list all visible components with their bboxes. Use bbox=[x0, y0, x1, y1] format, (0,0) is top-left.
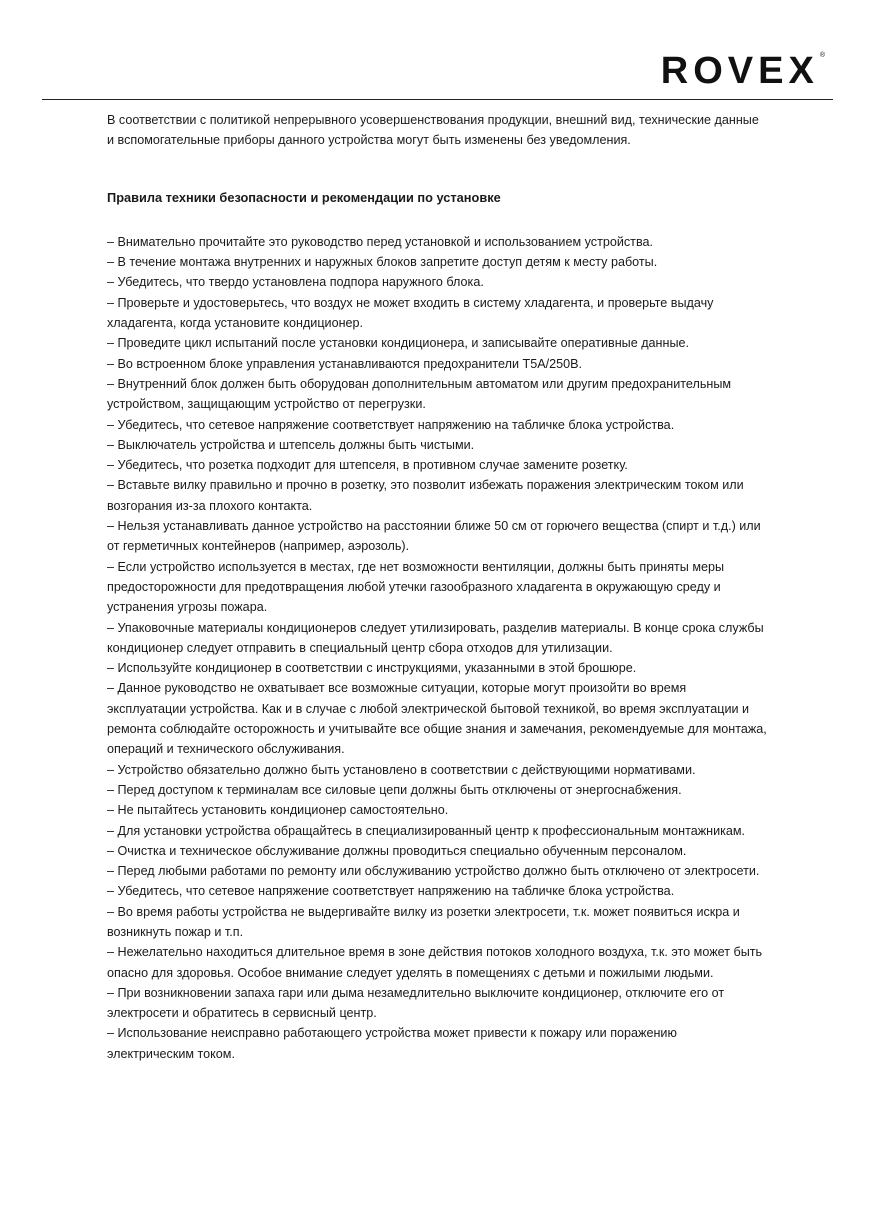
rule-item: – Данное руководство не охватывает все возможные ситуации, которые могут произойти во время эксплуатации устройства. Как и в случае с любой электрической бытовой техникой, во время эксплуатации и ремонта соблюдайте осторожность и учитывайте все общие знания и замечания, рекомендуемые для монтажа, операций и технического обслуживания. bbox=[107, 681, 767, 757]
rule-item: – Во время работы устройства не выдергивайте вилку из розетки электросети, т.к. может появиться искра и возникнуть пожар и т.п. bbox=[107, 904, 740, 939]
rule-item: – Выключатель устройства и штепсель должны быть чистыми. bbox=[107, 437, 475, 452]
rule-item: – Проведите цикл испытаний после установки кондиционера, и записывайте оперативные данные. bbox=[107, 336, 690, 351]
rule-item: – Убедитесь, что сетевое напряжение соответствует напряжению на табличке блока устройства. bbox=[107, 884, 675, 899]
registered-mark: ® bbox=[819, 52, 825, 59]
rule-item: – Вставьте вилку правильно и прочно в розетку, это позволит избежать поражения электрическим током или возгорания из-за плохого контакта. bbox=[107, 478, 744, 513]
section-title: Правила техники безопасности и рекомендации по установке bbox=[107, 189, 501, 205]
rule-item: – Перед доступом к терминалам все силовые цепи должны быть отключены от энергоснабжения. bbox=[107, 782, 682, 797]
rule-item: – Используйте кондиционер в соответствии с инструкциями, указанными в этой брошюре. bbox=[107, 661, 637, 676]
brand-name: ROVEX bbox=[660, 50, 819, 92]
rule-item: – Устройство обязательно должно быть установлено в соответствии с действующими нормативами. bbox=[107, 762, 696, 777]
rule-item: – Нельзя устанавливать данное устройство на расстоянии ближе 50 см от горючего вещества (спирт и т.д.) или от герметичных контейнеров (например, аэрозоль). bbox=[107, 519, 761, 554]
rule-item: – Нежелательно находиться длительное время в зоне действия потоков холодного воздуха, т.к. это может быть опасно для здоровья. Особое внимание следует уделять в помещениях с детьми и пожилыми людьми. bbox=[107, 945, 763, 980]
rule-item: – Внимательно прочитайте это руководство перед установкой и использованием устройства. bbox=[107, 234, 653, 249]
brand-logo bbox=[661, 52, 825, 90]
rule-item: – Убедитесь, что сетевое напряжение соответствует напряжению на табличке блока устройства. bbox=[107, 417, 675, 432]
rule-item: – При возникновении запаха гари или дыма незамедлительно выключите кондиционер, отключите его от электросети и обратитесь в сервисный центр. bbox=[107, 985, 725, 1021]
header-divider bbox=[42, 99, 833, 100]
rule-item: – В течение монтажа внутренних и наружных блоков запретите доступ детям к месту работы. bbox=[107, 255, 658, 270]
intro-paragraph: В соответствии с политикой непрерывного усовершенствования продукции, внешний вид, технические данные и вспомогательные приборы данного устройства могут быть изменены без уведомления. bbox=[107, 113, 759, 148]
rule-item: – Проверьте и удостоверьтесь, что воздух не может входить в систему хладагента, и проверьте выдачу хладагента, когда установите кондиционер. bbox=[107, 295, 714, 331]
rule-item: – Внутренний блок должен быть оборудован дополнительным автоматом или другим предохранительным устройством, защищающим устройство от перегрузки. bbox=[107, 376, 732, 412]
rule-item: – Очистка и техническое обслуживание должны проводиться специально обученным персоналом. bbox=[107, 843, 687, 858]
rule-item: – Убедитесь, что твердо установлена подпора наружного блока. bbox=[107, 275, 484, 290]
rule-item: – Для установки устройства обращайтесь в специализированный центр к профессиональным монтажникам. bbox=[107, 823, 746, 838]
rule-item: – Не пытайтесь установить кондиционер самостоятельно. bbox=[107, 803, 449, 818]
rule-item: – Во встроенном блоке управления устанавливаются предохранители T5A/250B. bbox=[107, 356, 583, 371]
rule-item: – Использование неисправно работающего устройства может привести к пожару или поражению электрическим током. bbox=[107, 1026, 677, 1061]
rule-item: – Если устройство используется в местах, где нет возможности вентиляции, должны быть приняты меры предосторожности для предотвращения любой утечки газообразного хладагента в окружающую среду и устранения угрозы пожара. bbox=[107, 559, 725, 615]
document-body bbox=[107, 110, 767, 1064]
rules-list bbox=[107, 232, 767, 1064]
rule-item: – Перед любыми работами по ремонту или обслуживанию устройство должно быть отключено от электросети. bbox=[107, 864, 760, 879]
rule-item: – Убедитесь, что розетка подходит для штепселя, в противном случае замените розетку. bbox=[107, 458, 628, 473]
rule-item: – Упаковочные материалы кондиционеров следует утилизировать, разделив материалы. В конце срока службы кондиционер следует отправить в специальный центр сбора отходов для утилизации. bbox=[107, 620, 764, 655]
